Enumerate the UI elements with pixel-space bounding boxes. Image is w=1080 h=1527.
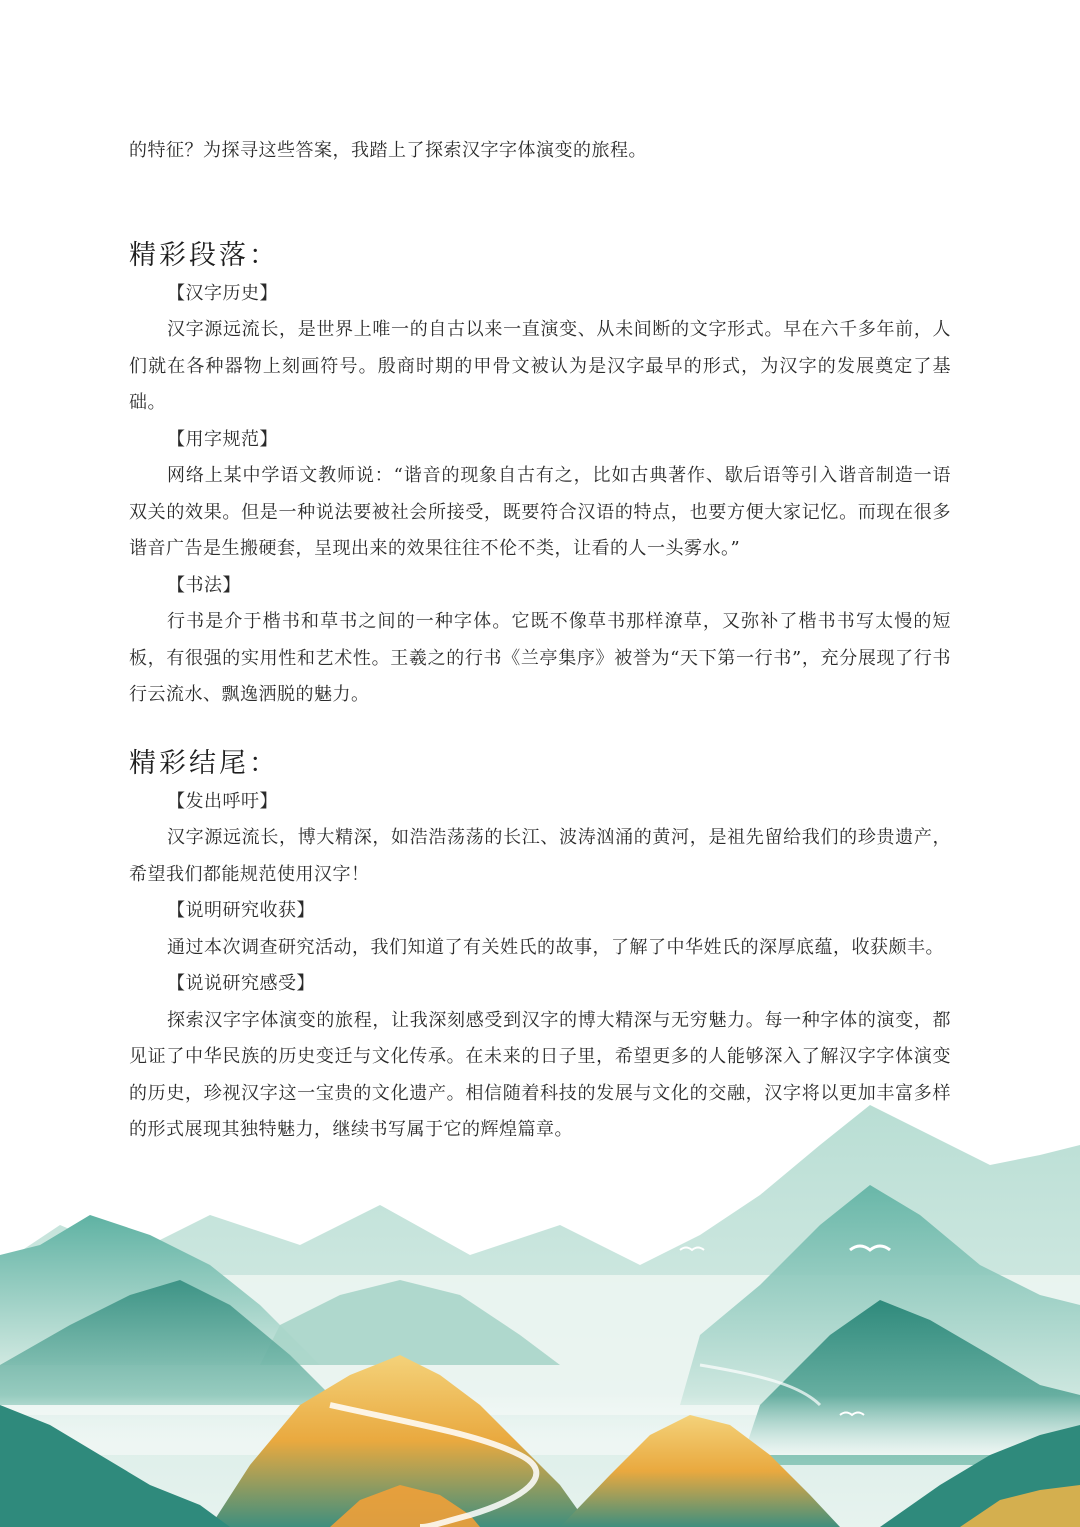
text-hanzi-history: 汉字源远流长，是世界上唯一的自古以来一直演变、从未间断的文字形式。早在六千多年前，人们就在各种器物上刻画符号。殷商时期的甲骨文被认为是汉字最早的形式，为汉字的发展奠定了基础。 bbox=[129, 319, 951, 413]
text-research-gains: 通过本次调查研究活动，我们知道了有关姓氏的故事，了解了中华姓氏的深厚底蕴，收获颇丰。 bbox=[167, 936, 944, 958]
text-research-feelings: 探索汉字字体演变的旅程，让我深刻感受到汉字的博大精深与无穷魅力。每一种字体的演变，都见证了中华民族的历史变迁与文化传承。在未来的日子里，希望更多的人能够深入了解汉字字体演变的历史，珍视汉字这一宝贵的文化遗产。相信随着科技的发展与文化的交融，汉字将以更加丰富多样的形式展现其独特魅力，继续书写属于它的辉煌篇章。 bbox=[129, 1009, 951, 1140]
text-content bbox=[129, 133, 951, 1149]
label-appeal: 【发出呼吁】 bbox=[167, 790, 278, 812]
text-appeal: 汉字源远流长，博大精深，如浩浩荡荡的长江、波涛汹涌的黄河，是祖先留给我们的珍贵遗产，希望我们都能规范使用汉字！ bbox=[129, 827, 951, 885]
label-hanzi-history: 【汉字历史】 bbox=[167, 282, 278, 304]
heading-paragraphs: 精彩段落： bbox=[129, 239, 279, 271]
label-research-feelings: 【说说研究感受】 bbox=[167, 973, 315, 994]
text-usage-norms: 网络上某中学语文教师说：“谐音的现象自古有之，比如古典著作、歇后语等引入谐音制造一语双关的效果。但是一种说法要被社会所接受，既要符合汉语的特点，也要方便大家记忆。而现在很多谐音广告是生搬硬套，呈现出来的效果往往不伦不类，让看的人一头雾水。” bbox=[129, 465, 951, 559]
text-calligraphy: 行书是介于楷书和草书之间的一种字体。它既不像草书那样潦草，又弥补了楷书书写太慢的短板，有很强的实用性和艺术性。王羲之的行书《兰亭集序》被誉为“天下第一行书”，充分展现了行书行云流水、飘逸洒脱的魅力。 bbox=[129, 611, 951, 705]
landscape-mountains-icon bbox=[0, 1105, 1080, 1527]
heading-endings: 精彩结尾： bbox=[129, 747, 279, 779]
label-calligraphy: 【书法】 bbox=[167, 574, 241, 596]
intro-line: 的特征？为探寻这些答案，我踏上了探索汉字字体演变的旅程。 bbox=[129, 140, 647, 161]
label-research-gains: 【说明研究收获】 bbox=[167, 900, 315, 921]
label-usage-norms: 【用字规范】 bbox=[167, 428, 278, 450]
